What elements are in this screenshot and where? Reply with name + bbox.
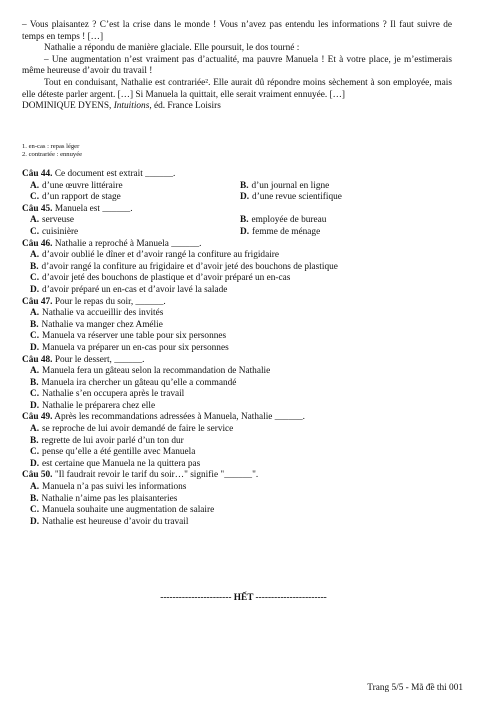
option-text: Nathalie n’aime pas les plaisanteries — [41, 493, 178, 504]
option-letter: C. — [30, 331, 40, 342]
option-letter: A. — [30, 250, 40, 261]
question-block — [22, 169, 462, 204]
question-list — [22, 169, 462, 528]
footnotes — [22, 143, 82, 160]
question-text: Après les recommandations adressées à Manuela, Nathalie ______. — [54, 412, 305, 423]
option-letter: C. — [30, 192, 40, 203]
answer-option[interactable] — [232, 181, 442, 193]
option-text: femme de ménage — [252, 226, 321, 237]
option-text: Manuela va réserver une table pour six personnes — [42, 331, 227, 342]
passage-paragraph: Tout en conduisant, Nathalie est contrariée². Elle aurait dû répondre moins sèchement à son employée, mais elle déteste parler argent. […] Si Manuela la quittait, elle serait vraiment ennuyée. […] — [22, 77, 452, 100]
answer-option[interactable] — [22, 424, 462, 436]
answer-option[interactable] — [22, 505, 462, 517]
answer-option[interactable] — [22, 482, 462, 494]
option-text: pense qu’elle a été gentille avec Manuela — [42, 447, 196, 458]
question-number: Câu 46. — [22, 238, 53, 249]
source-attribution — [22, 101, 452, 113]
answer-option[interactable] — [232, 192, 442, 204]
option-letter: B. — [30, 493, 39, 504]
answer-option[interactable] — [22, 262, 462, 274]
option-text: employée de bureau — [251, 215, 327, 226]
question-stem — [22, 355, 462, 367]
option-letter: C. — [30, 505, 40, 516]
answer-option[interactable] — [22, 389, 462, 401]
passage-paragraph: Nathalie a répondu de manière glaciale. Elle poursuit, le dos tourné : — [44, 43, 300, 54]
footnote: 1. en-cas : repas léger — [22, 143, 80, 150]
question-block — [22, 355, 462, 413]
answer-option[interactable] — [22, 285, 462, 297]
answer-option[interactable] — [22, 273, 462, 285]
option-text: Nathalie va accueillir des invités — [42, 308, 164, 319]
option-text: Nathalie le préparera chez elle — [42, 400, 156, 411]
answer-options — [22, 482, 462, 528]
answer-option[interactable] — [22, 308, 462, 320]
answer-option[interactable] — [22, 517, 462, 529]
answer-option[interactable] — [232, 215, 442, 227]
question-number: Câu 50. — [22, 470, 53, 481]
option-letter: A. — [30, 180, 40, 191]
answer-option[interactable] — [22, 436, 462, 448]
option-letter: B. — [30, 261, 39, 272]
question-stem — [22, 169, 462, 181]
answer-option[interactable] — [22, 378, 462, 390]
passage-paragraph: – Une augmentation n’est vraiment pas d’actualité, ma pauvre Manuela ! Et à votre place, je m’estimerais même heureuse d’avoir du travail ! — [22, 54, 452, 77]
footnote: 2. contrariée : ennuyée — [22, 151, 83, 159]
option-text: Manuela ira chercher un gâteau qu’elle a commandé — [41, 377, 237, 388]
end-marker: ----------------------- HẾT ----------------------- — [160, 593, 327, 603]
option-text: cuisinière — [42, 226, 79, 237]
option-letter: C. — [30, 226, 40, 237]
option-letter: D. — [30, 284, 40, 295]
option-letter: A. — [30, 366, 40, 377]
page-footer: Trang 5/5 - Mã đề thi 001 — [367, 683, 463, 693]
option-letter: A. — [30, 482, 40, 493]
answer-option[interactable] — [22, 447, 462, 459]
option-text: Nathalie va manger chez Amélie — [41, 319, 163, 330]
answer-options — [22, 250, 462, 296]
option-letter: A. — [30, 215, 40, 226]
passage-paragraph: – Vous plaisantez ? C’est la crise dans le monde ! Vous n’avez pas entendu les informations ? Il faut suivre de temps en temps ! […] — [22, 20, 452, 42]
option-letter: D. — [240, 226, 250, 237]
answer-option[interactable] — [22, 227, 232, 239]
option-letter: D. — [30, 400, 40, 411]
answer-option[interactable] — [22, 366, 462, 378]
option-letter: C. — [30, 273, 40, 284]
question-text: Manuela est ______. — [54, 203, 133, 214]
option-letter: A. — [30, 424, 40, 435]
option-text: Nathalie est heureuse d’avoir du travail — [42, 516, 189, 527]
option-letter: C. — [30, 447, 40, 458]
answer-option[interactable] — [22, 192, 232, 204]
option-text: d’avoir jeté des bouchons de plastique et d’avoir préparé un en-cas — [42, 273, 291, 284]
question-number: Câu 49. — [22, 412, 53, 423]
question-stem — [22, 412, 462, 424]
answer-options — [22, 308, 462, 354]
answer-option[interactable] — [22, 215, 232, 227]
answer-options — [22, 366, 462, 412]
question-text: Pour le dessert, ______. — [54, 354, 145, 365]
answer-option[interactable] — [22, 494, 462, 506]
answer-option[interactable] — [22, 459, 462, 471]
option-letter: A. — [30, 308, 40, 319]
option-text: est certaine que Manuela ne la quittera pas — [42, 458, 201, 469]
book-title: Intuitions — [113, 101, 150, 112]
option-text: Manuela souhaite une augmentation de salaire — [42, 505, 215, 516]
answer-option[interactable] — [22, 401, 462, 413]
option-letter: D. — [30, 342, 40, 353]
question-stem — [22, 239, 462, 251]
option-letter: D. — [30, 516, 40, 527]
option-text: Manuela fera un gâteau selon la recommandation de Nathalie — [42, 366, 271, 377]
question-text: Nathalie a reproché à Manuela ______. — [54, 238, 202, 249]
option-letter: B. — [30, 377, 39, 388]
reading-passage — [22, 20, 452, 113]
answer-option[interactable] — [22, 250, 462, 262]
answer-options — [22, 424, 462, 470]
option-letter: B. — [240, 180, 249, 191]
answer-option[interactable] — [22, 320, 462, 332]
answer-options — [22, 215, 462, 238]
option-text: Manuela va préparer un en-cas pour six personnes — [42, 342, 229, 353]
question-block — [22, 239, 462, 297]
question-stem — [22, 470, 462, 482]
option-text: d’une œuvre littéraire — [42, 180, 123, 191]
option-text: se reproche de lui avoir demandé de faire le service — [42, 424, 234, 435]
option-text: Nathalie s’en occupera après le travail — [42, 389, 185, 400]
answer-option[interactable] — [22, 181, 232, 193]
question-stem — [22, 204, 462, 216]
answer-option[interactable] — [22, 343, 462, 355]
publisher: , éd. France Loisirs — [149, 101, 221, 112]
question-number: Câu 47. — [22, 296, 53, 307]
option-text: d’un journal en ligne — [251, 180, 330, 191]
question-stem — [22, 297, 462, 309]
option-letter: D. — [30, 458, 40, 469]
option-text: d’un rapport de stage — [42, 192, 121, 203]
option-letter: C. — [30, 389, 40, 400]
option-text: Manuela n’a pas suivi les informations — [42, 482, 187, 493]
question-block — [22, 204, 462, 239]
question-number: Câu 44. — [22, 169, 53, 179]
question-number: Câu 48. — [22, 354, 53, 365]
question-text: Ce document est extrait ______. — [54, 169, 176, 179]
option-text: serveuse — [42, 215, 75, 226]
question-text: Pour le repas du soir, ______. — [54, 296, 166, 307]
option-letter: B. — [30, 435, 39, 446]
option-letter: B. — [240, 215, 249, 226]
answer-options — [22, 181, 462, 204]
option-text: regrette de lui avoir parlé d’un ton dur — [41, 435, 184, 446]
option-text: d’avoir rangé la confiture au frigidaire et d’avoir jeté des bouchons de plastique — [41, 261, 338, 272]
author-name: DOMINIQUE DYENS, — [22, 101, 112, 112]
option-letter: D. — [240, 192, 250, 203]
answer-option[interactable] — [232, 227, 442, 239]
question-number: Câu 45. — [22, 203, 53, 214]
question-block — [22, 412, 462, 470]
option-text: d’avoir oublié le dîner et d’avoir rangé la confiture au frigidaire — [42, 250, 280, 261]
option-text: d’avoir préparé un en-cas et d’avoir lavé la salade — [42, 284, 228, 295]
question-block — [22, 297, 462, 355]
question-block — [22, 470, 462, 528]
option-letter: B. — [30, 319, 39, 330]
answer-option[interactable] — [22, 331, 462, 343]
option-text: d’une revue scientifique — [252, 192, 342, 203]
question-text: "Il faudrait revoir le tarif du soir…" signifie "______". — [54, 470, 259, 481]
